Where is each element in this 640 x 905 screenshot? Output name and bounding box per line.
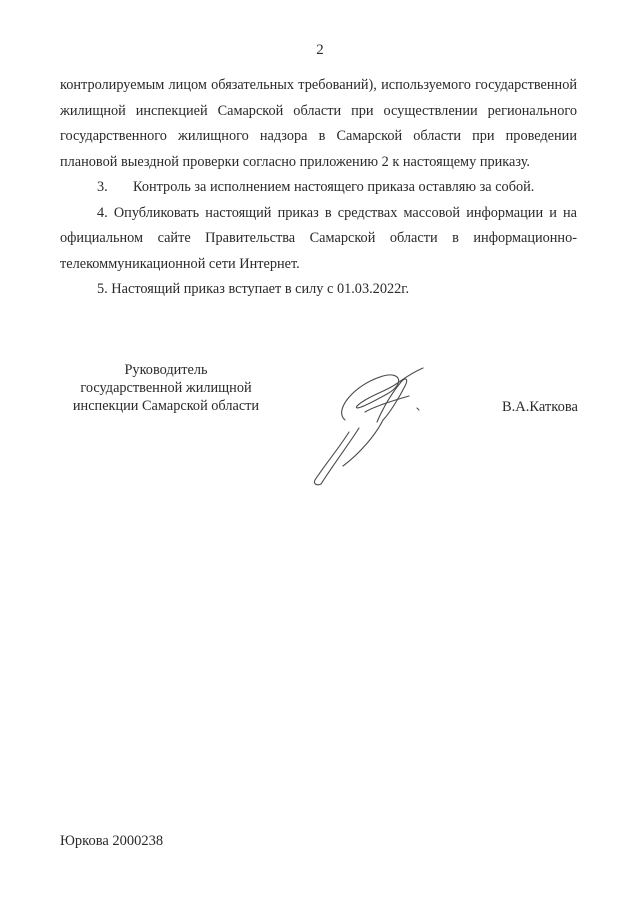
position-line: инспекции Самарской области bbox=[72, 398, 260, 414]
handwritten-signature bbox=[305, 362, 445, 492]
executor-note: Юркова 2000238 bbox=[60, 833, 164, 849]
signatory-position bbox=[55, 361, 277, 415]
paragraph-number: 3. bbox=[97, 179, 108, 195]
document-body bbox=[60, 73, 577, 303]
paragraph-publish: 4. Опубликовать настоящий приказ в средствах массовой информации и на официальном сайте Правительства Самарской области в информационно-телекоммуникационной сети Интернет. bbox=[60, 204, 577, 272]
paragraph-continuation: контролируемым лицом обязательных требований), используемого государственной жилищной инспекцией Самарской области при осуществлении регионального государственного жилищного надзора в Самарской области при проведении плановой выездной проверки согласно приложению 2 к настоящему приказу. bbox=[60, 77, 577, 170]
position-line: Руководитель bbox=[124, 362, 208, 378]
paragraph-control-text: Контроль за исполнением настоящего приказа оставляю за собой. bbox=[133, 179, 535, 195]
paragraph-control bbox=[60, 175, 577, 201]
page-number: 2 bbox=[316, 42, 324, 58]
paragraph-effective-date: 5. Настоящий приказ вступает в силу с 01.03.2022г. bbox=[97, 281, 410, 297]
position-line: государственной жилищной bbox=[80, 380, 252, 396]
signer-name: В.А.Каткова bbox=[502, 399, 578, 415]
